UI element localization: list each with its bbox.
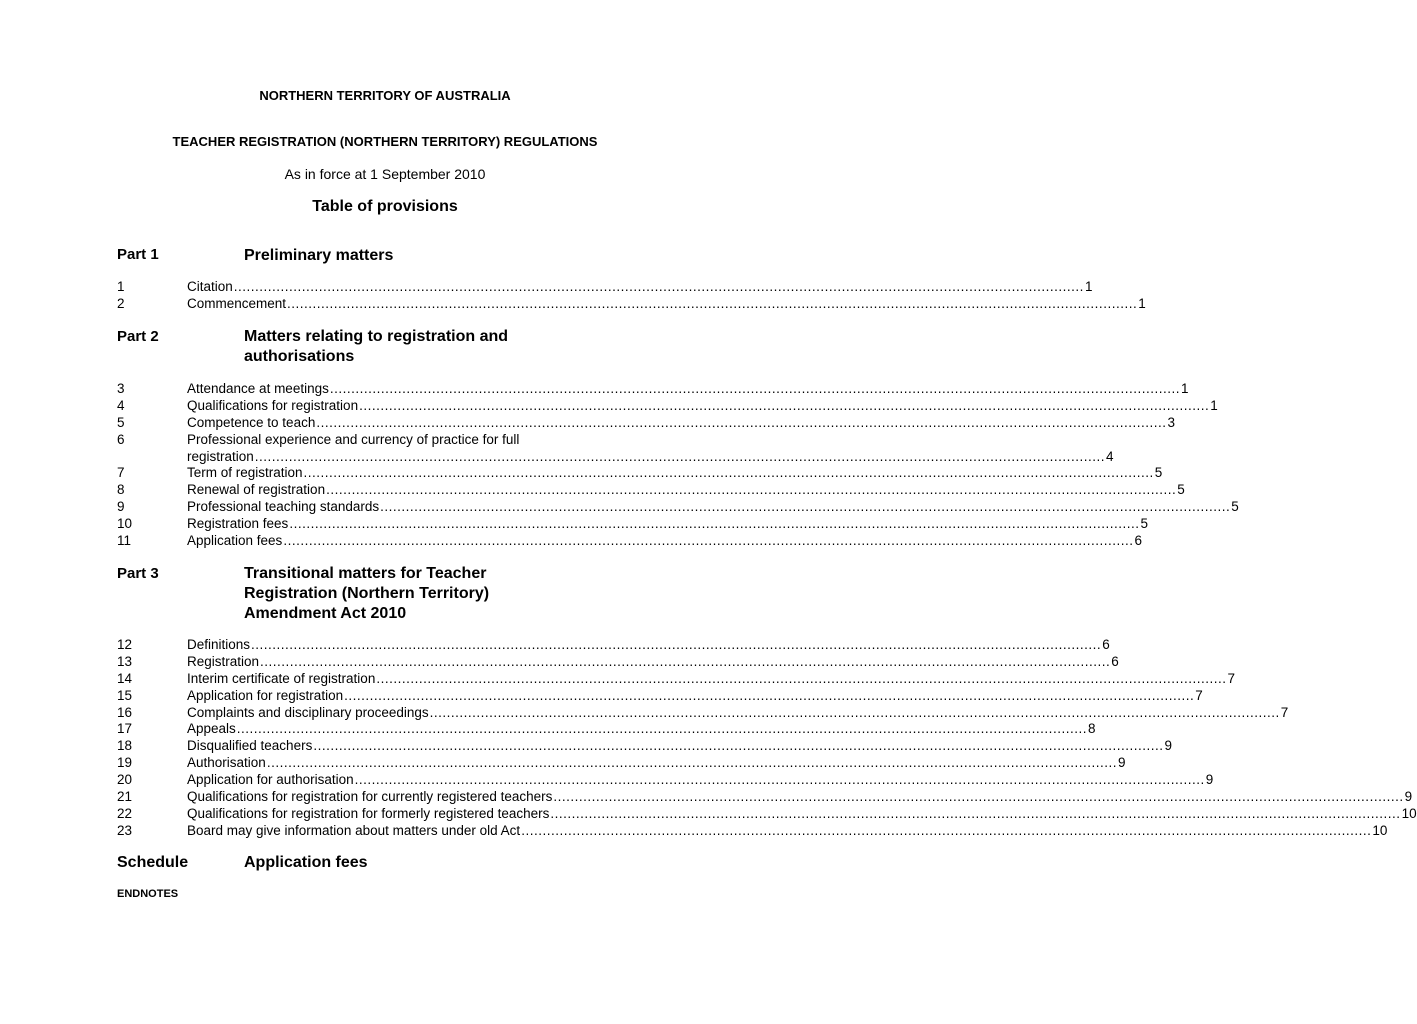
dot-leader: ........................................................................................................................................................................................................ [326, 482, 1177, 498]
toc-entry-title: Appeals [187, 721, 236, 737]
toc-entry[interactable] [117, 295, 1146, 313]
in-force-date: As in force at 1 September 2010 [284, 166, 486, 182]
toc-entry-number: 12 [117, 637, 133, 652]
toc-entry-body [187, 533, 1142, 550]
toc-entry-line [187, 704, 1289, 722]
toc-entry-number: 7 [117, 465, 125, 481]
toc-entry-body [187, 465, 1163, 482]
toc-entry-page: 10 [1372, 822, 1388, 838]
toc-entry-number: 2 [117, 295, 125, 311]
toc-entry-line [187, 533, 1142, 550]
toc-entry-title: Qualifications for registration [187, 397, 359, 413]
toc-entry-body [187, 637, 1110, 654]
toc-entry-number: 23 [117, 822, 133, 838]
dot-leader: ........................................................................................................................................................................................................ [289, 516, 1140, 532]
toc-entry[interactable] [117, 822, 1388, 840]
toc-entry-number: 16 [117, 704, 133, 720]
toc-entry-page: 5 [1177, 482, 1185, 498]
toc-entry-title: Registration [187, 653, 260, 669]
toc-entry-body [187, 295, 1146, 313]
toc-entry-body [187, 755, 1126, 772]
toc-entry-page: 4 [1105, 448, 1114, 464]
dot-leader: ........................................................................................................................................................................................................ [233, 279, 1084, 294]
endnotes-link[interactable]: ENDNOTES [117, 888, 179, 900]
toc-entry-number: 19 [117, 755, 133, 771]
toc-entry-line [187, 499, 1239, 516]
toc-entry-line [187, 295, 1146, 313]
toc-entry[interactable] [117, 533, 1142, 550]
toc-entry-line [187, 414, 1176, 432]
toc-entry-title: Board may give information about matters under old Act [187, 822, 521, 838]
toc-entry-title: Competence to teach [187, 414, 316, 430]
dot-leader: ........................................................................................................................................................................................................ [236, 721, 1087, 737]
dot-leader: ........................................................................................................................................................................................................ [283, 533, 1134, 549]
toc-entry-number: 17 [117, 721, 133, 737]
dot-leader: ........................................................................................................................................................................................................ [376, 670, 1227, 686]
dot-leader: ........................................................................................................................................................................................................ [429, 704, 1280, 720]
toc-entry-page: 1 [1210, 397, 1218, 413]
part-3-label: Part 3 [117, 565, 159, 582]
toc-entry-title: Complaints and disciplinary proceedings [187, 704, 429, 720]
toc-entry-page: 8 [1087, 721, 1096, 737]
dot-leader: ........................................................................................................................................................................................................ [354, 772, 1205, 788]
toc-entry-body [187, 805, 1417, 823]
dot-leader: ........................................................................................................................................................................................................ [251, 637, 1102, 652]
toc-entry[interactable] [117, 397, 1218, 415]
toc-entry-page: 7 [1195, 687, 1203, 703]
toc-entry-page: 6 [1102, 637, 1110, 652]
toc-entry-line [187, 516, 1148, 533]
toc-entry-page: 6 [1111, 653, 1119, 669]
schedule-label: Schedule [117, 854, 189, 871]
toc-entry-title: Application for authorisation [187, 772, 354, 788]
dot-leader: ........................................................................................................................................................................................................ [344, 687, 1195, 703]
part-3-entries [117, 637, 1417, 840]
toc-entry[interactable] [117, 431, 1114, 466]
toc-entry-number: 15 [117, 687, 133, 703]
toc-entry-body [187, 279, 1093, 296]
dot-leader: ........................................................................................................................................................................................................ [313, 738, 1164, 754]
toc-entry-number: 22 [117, 805, 133, 821]
toc-entry-title-line1: Professional experience and currency of practice for full [187, 431, 520, 447]
toc-entry[interactable] [117, 653, 1119, 671]
toc-entry-line [187, 755, 1126, 772]
jurisdiction-heading: NORTHERN TERRITORY OF AUSTRALIA [259, 88, 511, 103]
toc-entry-title: Qualifications for registration for currently registered teachers [187, 789, 553, 805]
toc-entry-title: Commencement [187, 295, 287, 311]
toc-entry-title: Disqualified teachers [187, 738, 313, 754]
toc-entry-title: Renewal of registration [187, 482, 326, 498]
toc-entry-body [187, 789, 1413, 806]
toc-entry-body [187, 721, 1096, 738]
toc-entry-body [187, 772, 1214, 789]
toc-entry[interactable] [117, 805, 1417, 823]
dot-leader: ........................................................................................................................................................................................................ [266, 755, 1117, 771]
toc-entry-body [187, 738, 1172, 755]
toc-entry-number: 6 [117, 431, 125, 447]
dot-leader: ........................................................................................................................................................................................................ [553, 789, 1404, 805]
toc-entry[interactable] [117, 465, 1163, 482]
toc-entry-line [187, 805, 1417, 823]
toc-entry[interactable] [117, 499, 1239, 516]
toc-entry-line [187, 653, 1119, 671]
toc-entry[interactable] [117, 789, 1413, 806]
toc-entry-body [187, 381, 1189, 398]
toc-entry-title: Application fees [187, 533, 283, 549]
dot-leader: ........................................................................................................................................................................................................ [303, 465, 1154, 481]
toc-entry-line [187, 670, 1235, 688]
toc-entry-body [187, 670, 1235, 688]
toc-entry-title: Term of registration [187, 465, 303, 481]
toc-entry-title: Interim certificate of registration [187, 670, 376, 686]
toc-entry-title: Attendance at meetings [187, 381, 329, 396]
toc-entry-number: 14 [117, 670, 133, 686]
toc-entry-number: 21 [117, 789, 133, 805]
toc-entry-line [187, 687, 1203, 705]
toc-entry-page: 1 [1084, 279, 1093, 294]
toc-entry[interactable] [117, 414, 1176, 432]
toc-entry[interactable] [117, 721, 1096, 738]
toc-entry[interactable] [117, 670, 1235, 688]
toc-entry-line [187, 381, 1189, 398]
toc-entry-line [187, 772, 1214, 789]
dot-leader: ........................................................................................................................................................................................................ [521, 822, 1372, 838]
part-2-label: Part 2 [117, 328, 159, 345]
toc-entry-body [187, 822, 1388, 840]
toc-entry-page: 9 [1205, 772, 1214, 788]
toc-entry[interactable] [117, 482, 1185, 499]
toc-entry-title: Definitions [187, 637, 251, 652]
toc-entry-number: 18 [117, 738, 133, 754]
part-1-entries [117, 279, 1146, 313]
toc-entry-number: 3 [117, 381, 125, 396]
dot-leader: ........................................................................................................................................................................................................ [260, 653, 1111, 669]
toc-entry-body [187, 516, 1148, 533]
part-1-label: Part 1 [117, 246, 159, 263]
toc-entry-page: 5 [1231, 499, 1239, 515]
toc-entry[interactable] [117, 279, 1093, 296]
toc-entry-number: 13 [117, 653, 133, 669]
toc-entry-line [187, 448, 1114, 466]
toc-entry-number: 9 [117, 499, 125, 515]
toc-entry-title: Application for registration [187, 687, 344, 703]
toc-entry-line [187, 721, 1096, 738]
toc-entry-number: 5 [117, 414, 125, 430]
toc-entry[interactable] [117, 687, 1203, 705]
toc-entry-page: 9 [1404, 789, 1413, 805]
toc-entry[interactable] [117, 516, 1148, 533]
toc-entry-page: 3 [1167, 414, 1176, 430]
regulation-title: TEACHER REGISTRATION (NORTHERN TERRITORY) REGULATIONS [172, 134, 598, 149]
toc-entry-line [187, 789, 1413, 806]
toc-entry-page: 9 [1117, 755, 1126, 771]
toc-entry-body [187, 397, 1218, 415]
part-1-heading: Preliminary matters [244, 247, 394, 264]
toc-entry[interactable] [117, 704, 1289, 722]
toc-entry-title: Qualifications for registration for formerly registered teachers [187, 805, 550, 821]
dot-leader: ........................................................................................................................................................................................................ [380, 499, 1231, 515]
toc-entry-line [187, 465, 1163, 482]
toc-entry-body [187, 431, 1114, 466]
toc-entry-number: 20 [117, 772, 133, 788]
toc-entry-body [187, 687, 1203, 705]
toc-entry[interactable] [117, 738, 1172, 755]
toc-entry-page: 1 [1181, 381, 1189, 396]
dot-leader: ........................................................................................................................................................................................................ [254, 448, 1105, 464]
toc-entry-title: Authorisation [187, 755, 266, 771]
dot-leader: ........................................................................................................................................................................................................ [329, 381, 1180, 396]
part-3-heading: Transitional matters for Teacher Registration (Northern Territory) Amendment Act 2010 [244, 565, 490, 622]
toc-entry-line [187, 738, 1172, 755]
dot-leader: ........................................................................................................................................................................................................ [287, 295, 1138, 311]
toc-entry-number: 11 [117, 533, 132, 549]
toc-entry-page: 1 [1138, 295, 1146, 311]
toc-heading: Table of provisions [312, 198, 458, 215]
toc-entry-page: 7 [1280, 704, 1289, 720]
toc-entry-title: Professional teaching standards [187, 499, 380, 515]
toc-entry-number: 8 [117, 482, 125, 498]
toc-entry-line [187, 637, 1110, 654]
part-2-entries [117, 381, 1239, 550]
toc-entry-page: 5 [1140, 516, 1148, 532]
toc-entry-page: 5 [1154, 465, 1163, 481]
toc-entry-number: 10 [117, 516, 133, 532]
toc-entry-body [187, 482, 1185, 499]
toc-entry[interactable] [117, 637, 1110, 654]
dot-leader: ........................................................................................................................................................................................................ [550, 805, 1401, 821]
toc-entry-body [187, 499, 1239, 516]
toc-entry-body [187, 414, 1176, 432]
toc-entry-body [187, 704, 1289, 722]
toc-entry-number: 1 [117, 279, 125, 294]
toc-entry[interactable] [117, 381, 1189, 398]
toc-entry-title: registration [187, 448, 254, 464]
toc-entry-line [187, 397, 1218, 415]
toc-entry-title: Citation [187, 279, 233, 294]
schedule-heading: Application fees [244, 854, 368, 871]
toc-entry-line [187, 279, 1093, 296]
toc-entry-title: Registration fees [187, 516, 289, 532]
toc-entry-line [187, 482, 1185, 499]
part-2-heading: Matters relating to registration and authorisations [244, 328, 509, 365]
toc-entry-line [187, 822, 1388, 840]
toc-entry-page: 9 [1164, 738, 1172, 754]
toc-entry-number: 4 [117, 397, 125, 413]
toc-entry-page: 6 [1134, 533, 1142, 549]
dot-leader: ........................................................................................................................................................................................................ [316, 414, 1167, 430]
toc-entry-body [187, 653, 1119, 671]
toc-entry-page: 10 [1401, 805, 1417, 821]
dot-leader: ........................................................................................................................................................................................................ [359, 397, 1210, 413]
toc-entry[interactable] [117, 755, 1126, 772]
toc-entry-page: 7 [1227, 670, 1235, 686]
toc-entry[interactable] [117, 772, 1214, 789]
